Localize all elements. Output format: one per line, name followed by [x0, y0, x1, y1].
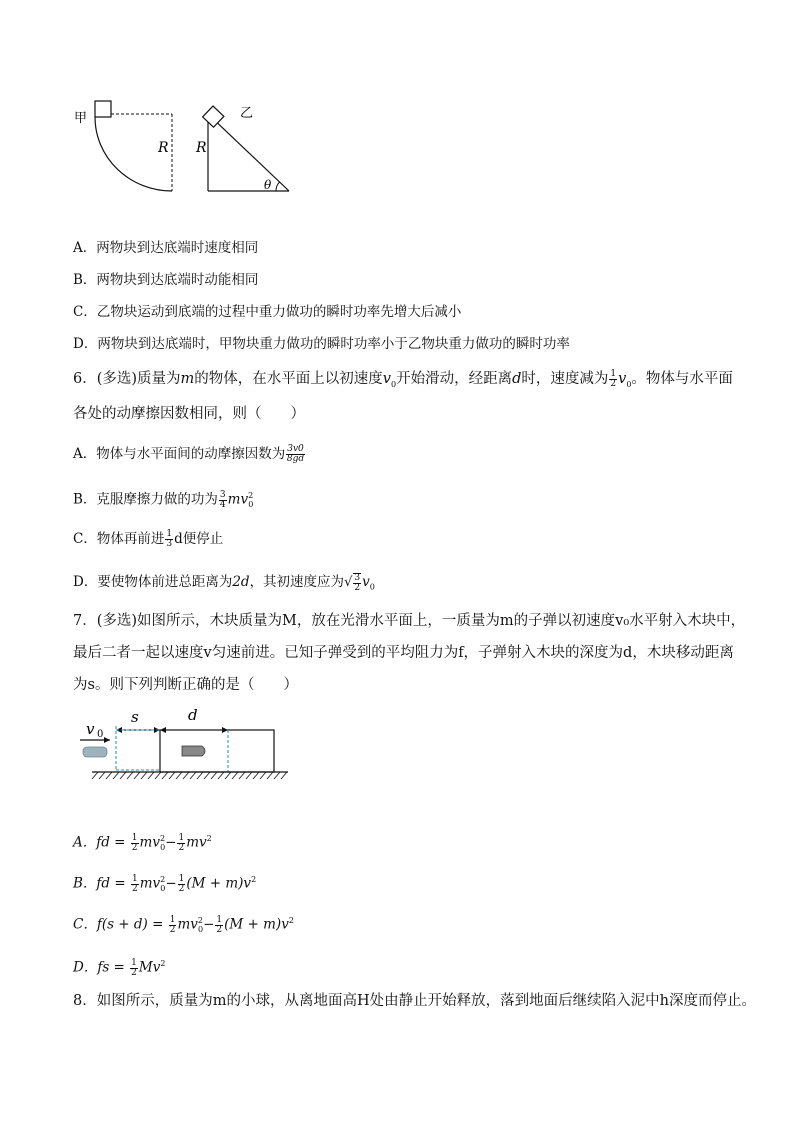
label-R1: R	[158, 140, 169, 156]
block-jia	[95, 101, 111, 117]
q5-option-b: B．两物块到达底端时动能相同	[73, 272, 259, 288]
wood-block	[160, 730, 274, 772]
q6-stem-line1: 6．(多选)质量为m的物体，在水平面上以初速度$v_0$开始滑动，经距离d时，速度减为 $\frac{1}{2}$ $v_0$。物体与水平面	[73, 368, 733, 389]
q5-option-a: A．两物块到达底端时速度相同	[73, 240, 259, 256]
q6-option-b: B．克服摩擦力做的功为 $\frac{3}{4}$ $mv^2_0$	[73, 489, 254, 510]
figure-track-incline	[0, 0, 794, 210]
q7-option-a: A．fd = $\frac{1}{2}$ $mv^2_0-$ $\frac{1}{2}$ $mv^2$	[73, 832, 212, 853]
angle-arc	[276, 182, 280, 191]
figure-bullet-block	[0, 700, 794, 800]
q7-stem-line1: 7．(多选)如图所示，木块质量为M，放在光滑水平面上，一质量为m的子弹以初速度v₀水平射入木块中，	[73, 613, 746, 629]
label-jia: 甲	[74, 111, 88, 126]
q5-option-c: C．乙物块运动到底端的过程中重力做功的瞬时功率先增大后减小	[73, 304, 462, 320]
block-yi	[203, 106, 224, 127]
q7-option-c: C．f(s + d) = $\frac{1}{2}$ $mv^2_0-$ $\frac{1}{2}$ $(M + m)v^2$	[73, 914, 294, 935]
q6-option-d: D．要使物体前进总距离为2d，其初速度应为√ $\frac{3}{2}$ $v_0$	[73, 572, 375, 593]
q7-option-b: B．fd = $\frac{1}{2}$ $mv^2_0-$ $\frac{1}{2}$ $(M + m)v^2$	[73, 873, 257, 894]
label-d: d	[188, 706, 198, 724]
q6-option-a: A．物体与水平面间的动摩擦因数为 $\frac{3v0}{8gd}$	[73, 444, 305, 464]
label-yi: 乙	[240, 106, 254, 121]
q6-stem-line2: 各处的动摩擦因数相同，则（ ）	[73, 406, 305, 422]
bullet-embedded	[182, 746, 205, 756]
q7-stem-line2: 最后二者一起以速度v匀速前进。已知子弹受到的平均阻力为f，子弹射入木块的深度为d，木块移动距离	[73, 645, 734, 661]
svg-text:0: 0	[97, 729, 104, 740]
incline-slope	[208, 114, 289, 191]
q8-stem-line1: 8．如图所示，质量为m的小球，从离地面高H处由静止开始释放，落到地面后继续陷入泥中h深度而停止。	[73, 993, 756, 1009]
q7-option-d: D．fs = $\frac{1}{2}$ Mv$^2$	[73, 957, 166, 978]
bullet-initial	[83, 747, 107, 757]
ground-hatch	[92, 772, 287, 779]
q6-option-c: C．物体再前进 $\frac{1}{3}$ d便停止	[73, 529, 224, 549]
label-theta: θ	[264, 178, 272, 192]
label-v0: v	[86, 720, 95, 738]
q5-option-d: D．两物块到达底端时，甲物块重力做功的瞬时功率小于乙物块重力做功的瞬时功率	[73, 336, 570, 352]
label-s: s	[131, 708, 139, 726]
q7-stem-line3: 为s。则下列判断正确的是（ ）	[73, 677, 298, 693]
label-R2: R	[196, 140, 207, 156]
